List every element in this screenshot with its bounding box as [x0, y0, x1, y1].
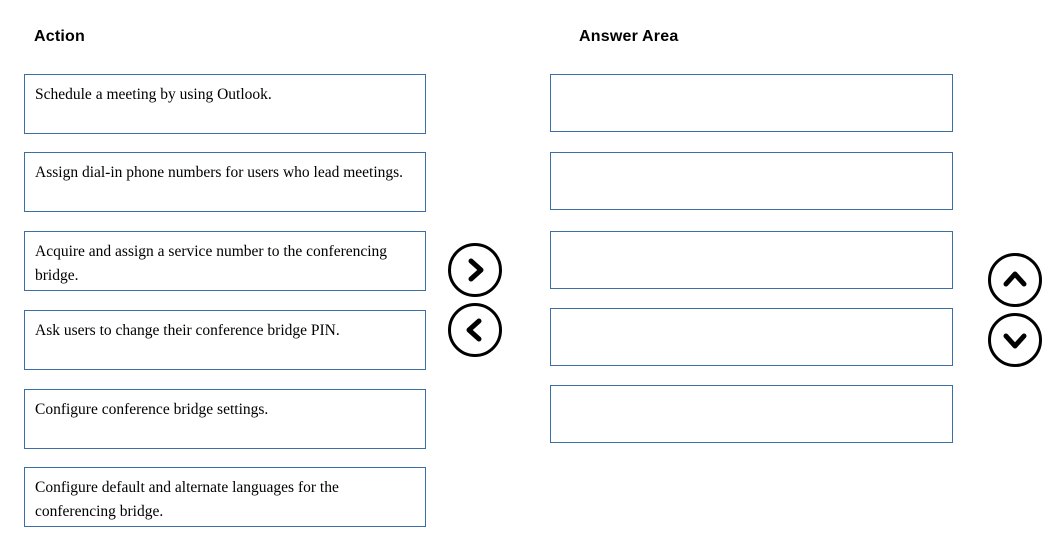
action-item[interactable]: Configure default and alternate languages for the conferencing bridge.	[24, 467, 426, 527]
action-item[interactable]: Configure conference bridge settings.	[24, 389, 426, 449]
move-down-button[interactable]	[988, 313, 1042, 367]
chevron-right-icon	[462, 257, 488, 283]
action-item[interactable]: Schedule a meeting by using Outlook.	[24, 74, 426, 134]
answer-slot[interactable]	[550, 385, 953, 443]
move-right-button[interactable]	[448, 243, 502, 297]
action-column-heading: Action	[34, 28, 85, 45]
answer-slot[interactable]	[550, 74, 953, 132]
chevron-down-icon	[1002, 327, 1028, 353]
action-item[interactable]: Acquire and assign a service number to the conferencing bridge.	[24, 231, 426, 291]
answer-area-heading: Answer Area	[579, 28, 679, 45]
chevron-up-icon	[1002, 267, 1028, 293]
move-left-button[interactable]	[448, 303, 502, 357]
answer-slot[interactable]	[550, 152, 953, 210]
action-item[interactable]: Ask users to change their conference bridge PIN.	[24, 310, 426, 370]
move-up-button[interactable]	[988, 253, 1042, 307]
chevron-left-icon	[462, 317, 488, 343]
answer-slot[interactable]	[550, 308, 953, 366]
answer-slot[interactable]	[550, 231, 953, 289]
action-item[interactable]: Assign dial-in phone numbers for users who lead meetings.	[24, 152, 426, 212]
